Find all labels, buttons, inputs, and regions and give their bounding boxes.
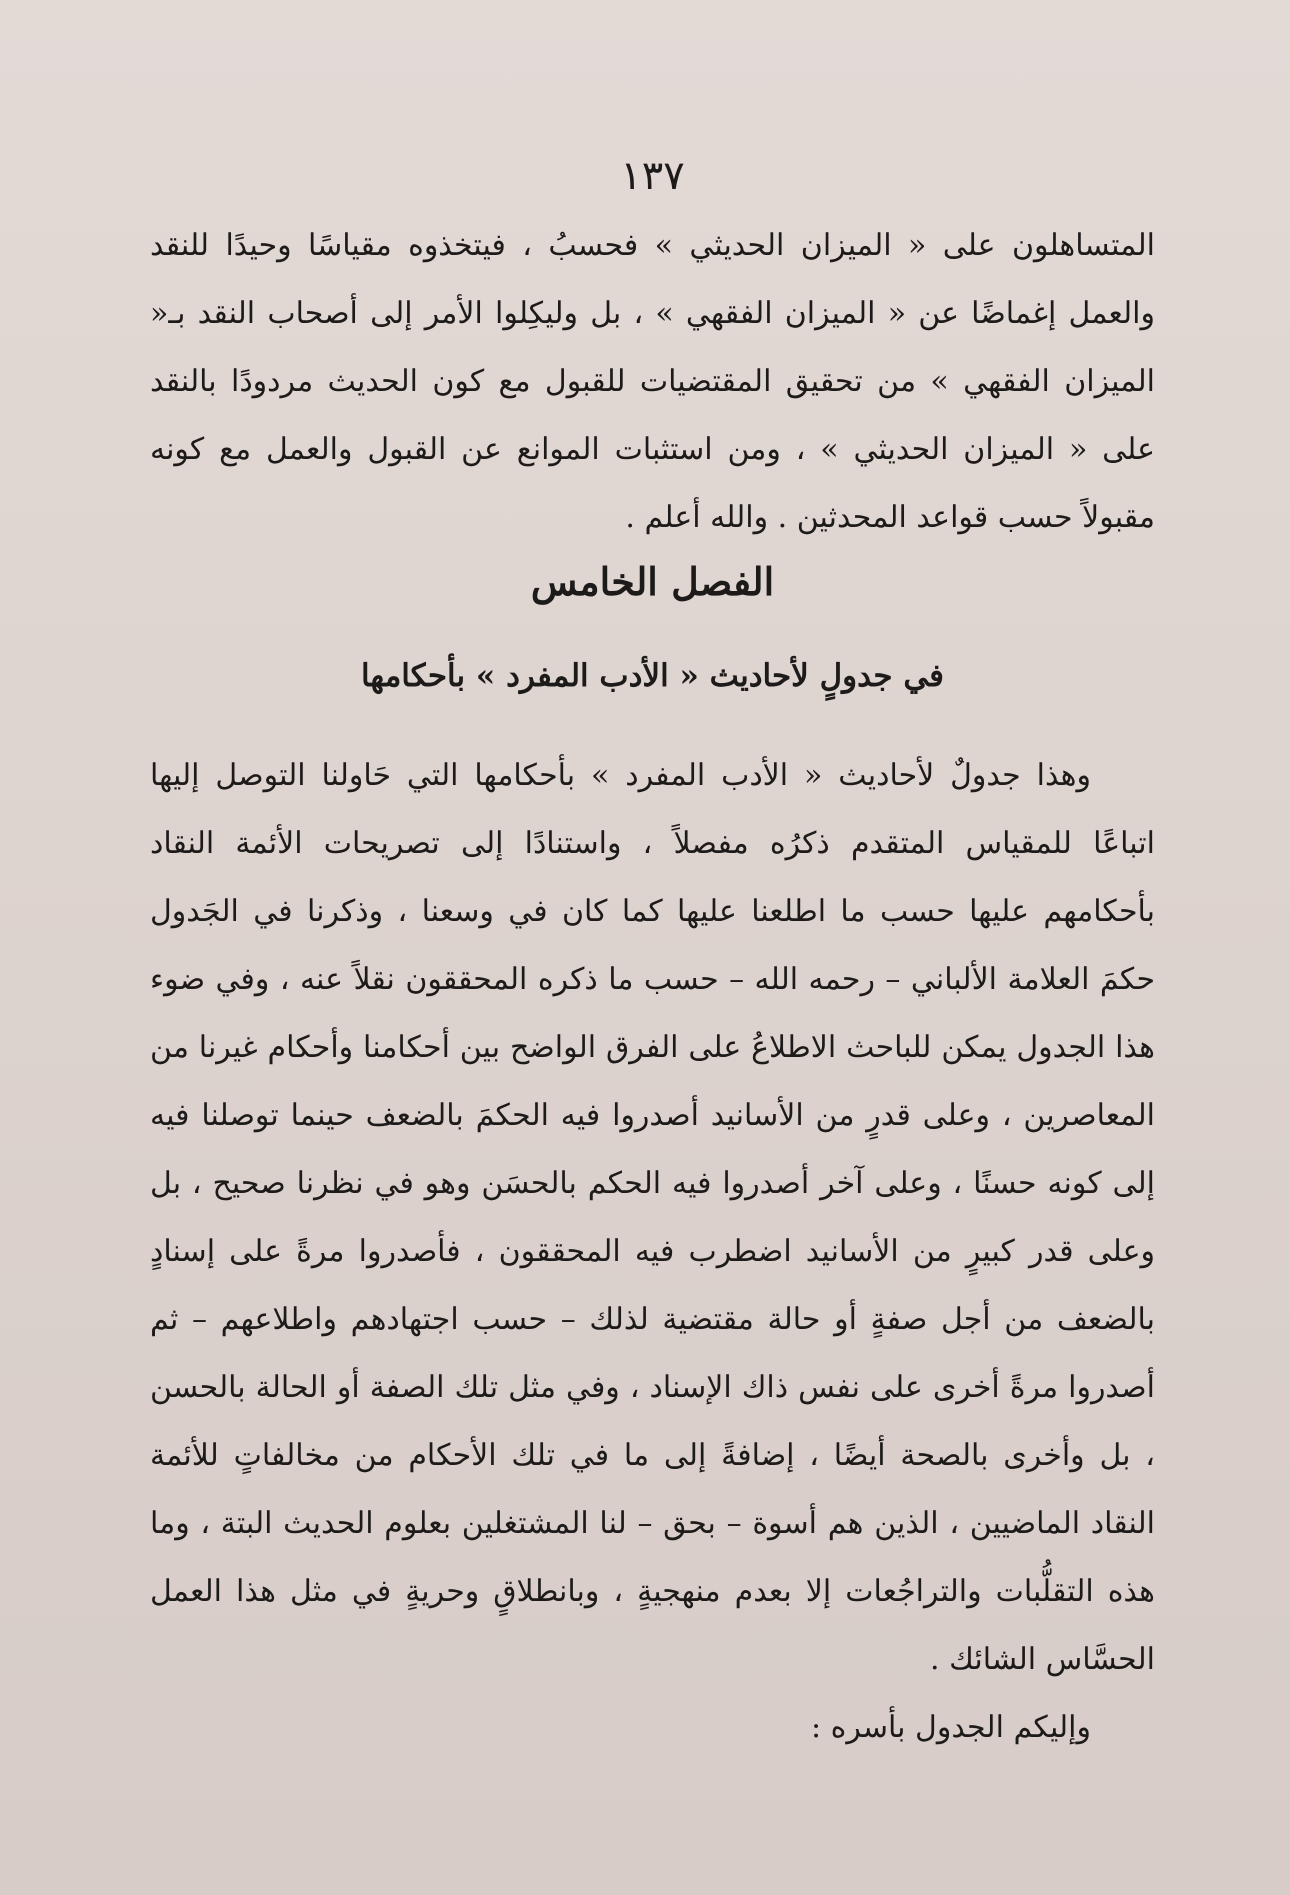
chapter-title: الفصل الخامس <box>530 559 775 604</box>
body-paragraph: وهذا جدولٌ لأحاديث « الأدب المفرد » بأحكامها التي حَاولنا التوصل إليها اتباعًا للمقياس المتقدم ذكرُه مفصلاً ، واستنادًا إلى تصريحات الأئمة النقاد بأحكامهم عليها حسب ما اطلعنا عليها كما كان في وسعنا ، وذكرنا في الجَدول حكمَ العلامة الألباني – رحمه الله – حسب ما ذكره المحققون نقلاً عنه ، وفي ضوء هذا الجدول يمكن للباحث الاطلاعُ على الفرق الواضح بين أحكامنا وأحكام غيرنا من المعاصرين ، وعلى قدرٍ من الأسانيد أصدروا فيه الحكمَ بالضعف حينما توصلنا فيه إلى كونه حسنًا ، وعلى آخر أصدروا فيه الحكم بالحسَن وهو في نظرنا صحيح ، بل وعلى قدر كبيرٍ من الأسانيد اضطرب فيه المحققون ، فأصدروا مرةً على إسنادٍ بالضعف من أجل صفةٍ أو حالة مقتضية لذلك – حسب اجتهادهم واطلاعهم – ثم أصدروا مرةً أخرى على نفس ذاك الإسناد ، وفي مثل تلك الصفة أو الحالة بالحسن ، بل وأخرى بالصحة أيضًا ، إضافةً إلى ما في تلك الأحكام من مخالفاتٍ للأئمة النقاد الماضيين ، الذين هم أسوة – بحق – لنا المشتغلين بعلوم الحديث البتة ، وما هذه التقلُّبات والتراجُعات إلا بعدم منهجيةٍ ، وبانطلاقٍ وحريةٍ في مثل هذا العمل الحسَّاس الشائك . <box>150 758 1155 1677</box>
page-content <box>150 212 1155 1762</box>
intro-paragraph: المتساهلون على « الميزان الحديثي » فحسبُ ، فيتخذوه مقياسًا وحيدًا للنقد والعمل إغماضًا عن « الميزان الفقهي » ، بل وليكِلوا الأمر إلى أصحاب النقد بـ« الميزان الفقهي » من تحقيق المقتضيات للقبول مع كون الحديث مردودًا بالنقد على « الميزان الحديثي » ، ومن استثبات الموانع عن القبول والعمل مع كونه مقبولاً حسب قواعد المحدثين . والله أعلم . <box>150 228 1155 535</box>
chapter-subtitle: في جدولٍ لأحاديث « الأدب المفرد » بأحكامها <box>360 658 945 694</box>
closing-line: وإليكم الجدول بأسره : <box>810 1710 1091 1745</box>
page-number: ١٣٧ <box>620 153 685 199</box>
